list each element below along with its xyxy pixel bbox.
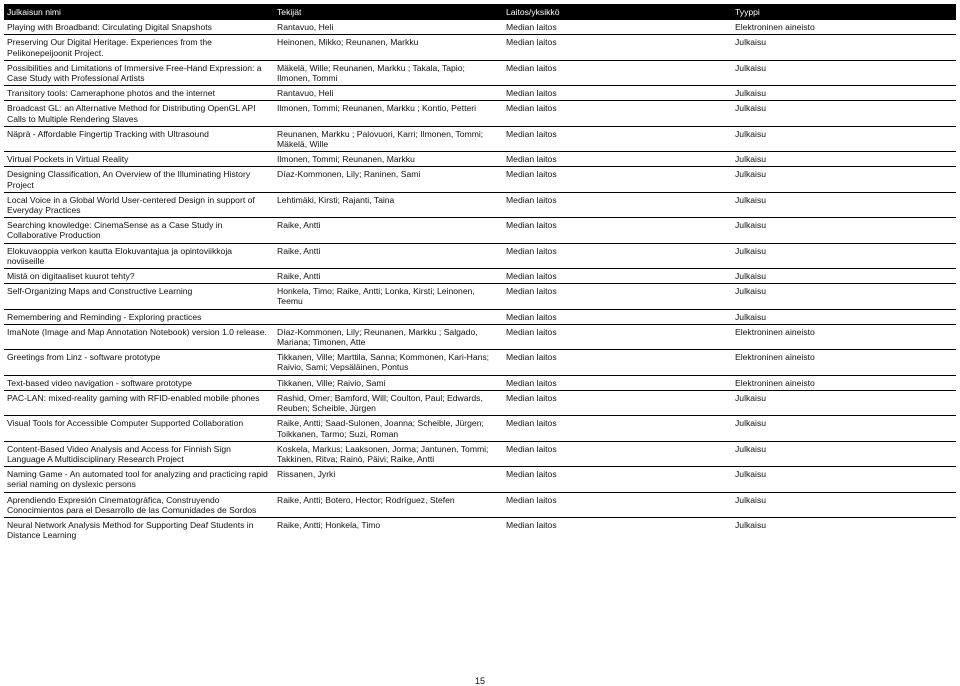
cell-type: Julkaisu <box>732 269 956 284</box>
table-row <box>4 284 956 309</box>
cell-authors: Honkela, Timo; Raike, Antti; Lonka, Kirsti; Leinonen, Teemu <box>274 284 503 309</box>
cell-type: Julkaisu <box>732 218 956 243</box>
cell-title: Playing with Broadband: Circulating Digital Snapshots <box>7 22 212 33</box>
table-row <box>4 467 956 492</box>
cell-authors: Rantavuo, Heli <box>277 22 334 33</box>
cell-title: Searching knowledge: CinemaSense as a Case Study in Collaborative Production <box>4 218 274 243</box>
cell-authors: Raike, Antti <box>274 269 503 284</box>
table-row <box>4 350 956 375</box>
cell-authors <box>274 309 503 324</box>
table-row <box>4 35 956 60</box>
table-row <box>4 243 956 268</box>
cell-authors: Raike, Antti <box>274 218 503 243</box>
cell-type: Julkaisu <box>732 467 956 492</box>
cell-authors: Rissanen, Jyrki <box>274 467 503 492</box>
cell-title: Broadcast GL: an Alternative Method for Distributing OpenGL API Calls to Multiple Rendering Slaves <box>4 101 274 126</box>
cell-department: Median laitos <box>503 243 732 268</box>
cell-title: Designing Classification, An Overview of the Illuminating History Project <box>4 167 274 192</box>
cell-authors: Raike, Antti; Honkela, Timo <box>274 517 503 542</box>
cell-authors: Díaz-Kommonen, Lily; Reunanen, Markku ; Salgado, Mariana; Timonen, Atte <box>274 324 503 349</box>
table-row <box>4 492 956 517</box>
table-row <box>4 441 956 466</box>
cell-type: Julkaisu <box>732 101 956 126</box>
cell-department: Median laitos <box>503 35 732 60</box>
cell-department: Median laitos <box>503 101 732 126</box>
cell-type: Julkaisu <box>732 35 956 60</box>
cell-title: Virtual Pockets in Virtual Reality <box>4 152 274 167</box>
cell-title: Greetings from Linz - software prototype <box>4 350 274 375</box>
cell-title: Content-Based Video Analysis and Access for Finnish Sign Language A Multidisciplinary Research Project <box>4 441 274 466</box>
cell-title: Mistä on digitaaliset kuurot tehty? <box>4 269 274 284</box>
cell-type: Julkaisu <box>732 167 956 192</box>
page-number: 15 <box>474 676 485 686</box>
cell-type: Julkaisu <box>732 192 956 217</box>
table-row <box>4 324 956 349</box>
cell-type: Julkaisu <box>732 416 956 441</box>
cell-title: Remembering and Reminding - Exploring practices <box>4 309 274 324</box>
cell-title: Text-based video navigation - software prototype <box>4 375 274 390</box>
table-row <box>4 390 956 415</box>
cell-authors: Mäkelä, Wille; Reunanen, Markku ; Takala, Tapio; Ilmonen, Tommi <box>274 60 503 85</box>
cell-authors: Ilmonen, Tommi; Reunanen, Markku <box>274 152 503 167</box>
cell-type: Julkaisu <box>732 60 956 85</box>
table-row <box>4 192 956 217</box>
header-department: Laitos/yksikkö <box>503 4 732 20</box>
cell-department: Median laitos <box>503 375 732 390</box>
cell-department: Median laitos <box>503 152 732 167</box>
cell-title: Näprä - Affordable Fingertip Tracking with Ultrasound <box>4 126 274 151</box>
cell-department: Median laitos <box>503 324 732 349</box>
cell-department: Median laitos <box>503 309 732 324</box>
cell-authors: Rashid, Omer; Bamford, Will; Coulton, Paul; Edwards, Reuben; Scheible, Jürgen <box>274 390 503 415</box>
cell-type: Elektroninen aineisto <box>735 22 815 33</box>
cell-title: Aprendiendo Expresión Cinematográfica, Construyendo Conocimientos para el Desarrollo de las Comunidades de Sordos <box>4 492 274 517</box>
cell-department: Median laitos <box>503 350 732 375</box>
cell-department: Median laitos <box>503 167 732 192</box>
cell-authors: Koskela, Markus; Laaksonen, Jorma; Jantunen, Tommi; Takkinen, Ritva; Rainò, Päivi; Raike, Antti <box>274 441 503 466</box>
cell-title: Transitory tools: Cameraphone photos and the internet <box>4 86 274 101</box>
cell-authors: Raike, Antti; Botero, Hector; Rodríguez, Stefen <box>274 492 503 517</box>
table-row <box>4 416 956 441</box>
table-body <box>4 20 956 542</box>
cell-department: Median laitos <box>503 517 732 542</box>
cell-department: Median laitos <box>503 284 732 309</box>
cell-type: Julkaisu <box>732 309 956 324</box>
cell-type: Julkaisu <box>732 492 956 517</box>
cell-title: Preserving Our Digital Heritage. Experiences from the Pelikonepeijoonit Project. <box>4 35 274 60</box>
cell-authors: Reunanen, Markku ; Palovuori, Karri; Ilmonen, Tommi; Mäkelä, Wille <box>274 126 503 151</box>
cell-authors: Tikkanen, Ville; Raivio, Sami <box>274 375 503 390</box>
table-row <box>4 86 956 101</box>
cell-type: Julkaisu <box>732 152 956 167</box>
table-row <box>4 309 956 324</box>
cell-department: Median laitos <box>503 390 732 415</box>
cell-type: Elektroninen aineisto <box>732 350 956 375</box>
table-row <box>4 269 956 284</box>
table-row <box>4 375 956 390</box>
cell-title: Visual Tools for Accessible Computer Supported Collaboration <box>4 416 274 441</box>
cell-department: Median laitos <box>503 467 732 492</box>
cell-department: Median laitos <box>503 60 732 85</box>
table-row <box>4 517 956 542</box>
cell-department: Median laitos <box>506 22 557 33</box>
cell-title: Naming Game - An automated tool for analyzing and practicing rapid serial naming on dyslexic persons <box>4 467 274 492</box>
cell-authors: Rantavuo, Heli <box>274 86 503 101</box>
cell-authors: Lehtimäki, Kirsti; Rajanti, Taina <box>274 192 503 217</box>
cell-type: Julkaisu <box>732 126 956 151</box>
cell-department: Median laitos <box>503 192 732 217</box>
cell-department: Median laitos <box>503 441 732 466</box>
cell-type: Julkaisu <box>732 243 956 268</box>
cell-department: Median laitos <box>503 269 732 284</box>
cell-authors: Ilmonen, Tommi; Reunanen, Markku ; Kontio, Petteri <box>274 101 503 126</box>
cell-type: Julkaisu <box>732 441 956 466</box>
cell-type: Elektroninen aineisto <box>732 375 956 390</box>
table-header-row <box>4 4 956 20</box>
cell-type: Elektroninen aineisto <box>732 324 956 349</box>
cell-authors: Raike, Antti <box>274 243 503 268</box>
cell-department: Median laitos <box>503 86 732 101</box>
cell-title: ImaNote (Image and Map Annotation Notebook) version 1.0 release. <box>4 324 274 349</box>
table-row <box>4 101 956 126</box>
cell-type: Julkaisu <box>732 390 956 415</box>
header-type: Tyyppi <box>732 4 956 20</box>
cell-type: Julkaisu <box>732 284 956 309</box>
cell-department: Median laitos <box>503 492 732 517</box>
cell-title: Possibilities and Limitations of Immersive Free-Hand Expression: a Case Study with Professional Artists <box>4 60 274 85</box>
cell-department: Median laitos <box>503 218 732 243</box>
cell-authors: Díaz-Kommonen, Lily; Raninen, Sami <box>274 167 503 192</box>
table-row <box>4 167 956 192</box>
document-page <box>4 4 956 542</box>
cell-type: Julkaisu <box>732 517 956 542</box>
cell-department: Median laitos <box>503 416 732 441</box>
table-row <box>4 126 956 151</box>
cell-department: Median laitos <box>503 126 732 151</box>
table-row <box>4 20 956 35</box>
header-authors: Tekijät <box>274 4 503 20</box>
cell-authors: Raike, Antti; Saad-Sulonen, Joanna; Scheible, Jürgen; Toikkanen, Tarmo; Suzi, Roman <box>274 416 503 441</box>
publications-table <box>4 4 956 542</box>
cell-title: Self-Organizing Maps and Constructive Learning <box>4 284 274 309</box>
cell-title: Neural Network Analysis Method for Supporting Deaf Students in Distance Learning <box>4 517 274 542</box>
cell-type: Julkaisu <box>732 86 956 101</box>
cell-title: PAC-LAN: mixed-reality gaming with RFID-enabled mobile phones <box>4 390 274 415</box>
table-row <box>4 152 956 167</box>
cell-authors: Tikkanen, Ville; Marttila, Sanna; Kommonen, Kari-Hans; Raivio, Sami; Vepsäläinen, Pontus <box>274 350 503 375</box>
cell-authors: Heinonen, Mikko; Reunanen, Markku <box>274 35 503 60</box>
header-title: Julkaisun nimi <box>4 4 274 20</box>
table-row <box>4 218 956 243</box>
cell-title: Elokuvaoppia verkon kautta Elokuvantajua ja opintoviikkoja noviiseille <box>4 243 274 268</box>
cell-title: Local Voice in a Global World User-centered Design in support of Everyday Practices <box>4 192 274 217</box>
table-row <box>4 60 956 85</box>
